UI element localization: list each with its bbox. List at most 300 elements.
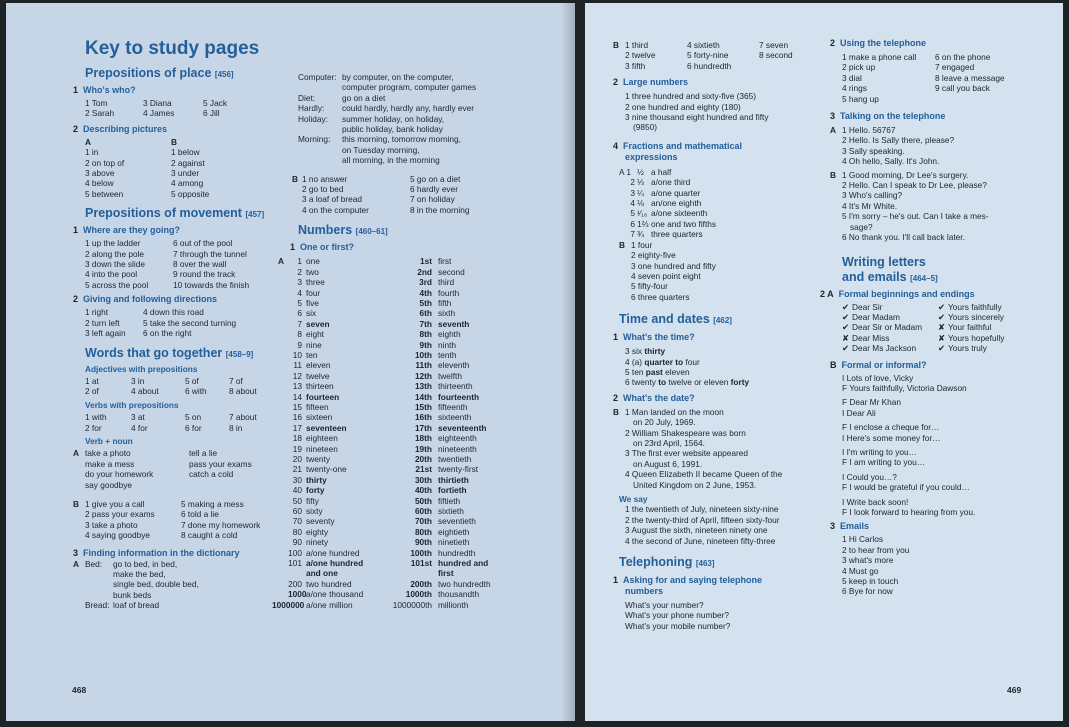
numbers-row <box>278 433 568 443</box>
list-item: 1 the twentieth of July, nineteen sixty-nine <box>625 504 779 515</box>
list-item: 4 Must go <box>842 565 879 576</box>
list-row: 1 no answer 5 go on a diet <box>302 173 461 184</box>
ordinal-digit: 20th <box>414 454 432 464</box>
list-row: 1 third 4 sixtieth 7 seven <box>625 40 789 50</box>
cardinal-digit: 100 <box>288 547 302 558</box>
list-item: on August 6, 1991. <box>633 458 703 469</box>
cardinal-digit: 2 <box>297 266 302 277</box>
ordinal-digit: 4th <box>419 287 432 298</box>
we-say-title: We say <box>619 494 648 504</box>
list-row: 2 of 4 about 6 with 8 about <box>85 386 257 397</box>
list-row: 1 at 3 in 5 of 7 of <box>85 375 243 386</box>
cardinal-digit: 17 <box>292 422 302 433</box>
list-item: 6 No thank you. I'll call back later. <box>842 232 965 243</box>
cardinal-word: seven <box>306 318 330 329</box>
list-row: ✔ Dear Sir ✔ Yours faithfully <box>842 301 1002 312</box>
ordinal-digit: 6th <box>419 308 432 319</box>
ordinal-word: fiftieth <box>438 495 461 506</box>
numbers-row <box>278 392 568 402</box>
cardinal-digit: 16 <box>292 412 302 423</box>
numbers-row <box>278 579 568 589</box>
list-item: 4 the second of June, nineteen fifty-three <box>625 535 776 546</box>
list-item: 2 eighty-five <box>631 250 676 261</box>
list-row: 4 ⅛ an/one eighth <box>630 198 702 209</box>
prepositions-place-heading: Prepositions of place [456] <box>85 66 234 80</box>
cardinal-digit: 101 <box>288 558 302 569</box>
cardinal-digit: 12 <box>292 370 302 381</box>
ordinal-digit: 2nd <box>417 266 432 277</box>
list-row: Hardly: could hardly, hardly any, hardly ever <box>298 103 475 114</box>
cardinal-word: nineteen <box>306 443 338 454</box>
writing-heading-2: and emails [464–5] <box>842 269 938 284</box>
numbers-row <box>278 329 568 339</box>
cardinal-digit: 19 <box>292 443 302 454</box>
numbers-row <box>278 464 568 474</box>
list-item: 3 Who's calling? <box>842 190 903 201</box>
time-dates-heading: Time and dates [462] <box>619 312 732 327</box>
numbers-row <box>278 277 568 287</box>
ordinal-digit: 7th <box>419 318 432 329</box>
cardinal-word: and one <box>306 568 338 579</box>
list-row: A 1 ½ a half <box>619 166 672 177</box>
numbers-row <box>278 548 568 558</box>
numbers-row <box>278 308 568 318</box>
list-row: on Tuesday morning, <box>342 144 420 155</box>
section-label: A <box>73 558 79 569</box>
list-item: United Kingdom on 2 June, 1953. <box>633 479 757 490</box>
whos-who-list <box>85 98 290 119</box>
ordinal-word: eleventh <box>438 360 470 371</box>
ordinal-digit: 17th <box>414 422 432 433</box>
ordinal-digit: 70th <box>414 516 432 527</box>
cardinal-digit: 40 <box>292 485 302 496</box>
section-label: B <box>73 498 79 509</box>
cardinal-word: one <box>306 256 320 267</box>
ordinal-word: eighth <box>438 329 461 340</box>
cardinal-word: seventy <box>306 516 335 527</box>
list-row: make a mess pass your exams <box>85 458 252 469</box>
cardinal-digit: 200 <box>288 578 302 589</box>
cardinal-word: nine <box>306 339 322 350</box>
numbers-row <box>278 516 568 526</box>
numbers-row <box>278 340 568 350</box>
ordinal-digit: 3rd <box>419 277 432 288</box>
cardinal-word: twenty <box>306 454 330 464</box>
cardinal-word: a/one hundred <box>306 547 360 558</box>
ordinal-digit <box>392 568 432 578</box>
list-row: 4 into the pool 9 round the track <box>85 269 236 280</box>
using-telephone-title: 2 Using the telephone <box>830 38 927 48</box>
dictionary-title: 3 Finding information in the dictionary <box>73 547 240 558</box>
list-item: 3 nine thousand eight hundred and fifty <box>625 112 769 123</box>
fractions-title-2: expressions <box>625 151 678 162</box>
one-or-first-title: 1 One or first? <box>290 242 355 253</box>
cardinal-word: four <box>306 287 321 298</box>
list-row: 7 ¾ three quarters <box>630 229 703 240</box>
ordinal-digit: 1000000th <box>392 599 432 610</box>
ordinal-digit: 15th <box>414 401 432 412</box>
cardinal-digit <box>288 568 302 578</box>
list-item: 1 Good morning, Dr Lee's surgery. <box>842 169 969 180</box>
list-row: 2 go to bed 6 hardly ever <box>302 184 458 195</box>
ordinal-digit: 90th <box>414 537 432 548</box>
numbers-row <box>278 412 568 422</box>
list-row: 3 take a photo 7 done my homework <box>85 519 261 530</box>
ordinal-word: sixth <box>438 308 456 319</box>
cardinal-digit: 50 <box>292 495 302 506</box>
numbers-row <box>278 506 568 516</box>
list-row: 3 fifth 6 hundredth <box>625 60 732 71</box>
ordinal-word: first <box>438 568 454 579</box>
list-row: 4 rings 9 call you back <box>842 83 990 94</box>
list-row: 4 below 4 among <box>85 178 204 189</box>
list-item: 2 Hello. Is Sally there, please? <box>842 135 955 146</box>
ordinal-word: millionth <box>438 599 469 610</box>
list-item: 5 keep in touch <box>842 576 899 587</box>
writing-heading: Writing letters <box>842 254 926 269</box>
list-item: 2 William Shakespeare was born <box>625 427 746 438</box>
ordinal-word: seventieth <box>438 516 476 527</box>
cardinal-digit: 14 <box>292 391 302 402</box>
b-top-list <box>613 40 819 71</box>
list-row: ✔ Dear Madam ✔ Yours sincerely <box>842 311 1004 322</box>
cardinal-digit: 4 <box>297 287 302 298</box>
numbers-row <box>278 558 568 568</box>
cardinal-word: eight <box>306 329 324 340</box>
cardinal-word: sixteen <box>306 412 333 423</box>
ordinal-digit: 1st <box>420 256 432 267</box>
section-label: B <box>613 40 619 50</box>
talking-b-list <box>830 170 1055 243</box>
ordinal-word: fourth <box>438 287 460 298</box>
numbers-row <box>278 568 568 578</box>
list-item: 2 the twenty-third of April, fifteen sixty-four <box>625 514 780 525</box>
cardinal-digit: 3 <box>297 277 302 288</box>
list-row: Bread: loaf of bread <box>85 600 160 611</box>
verbs-title: Verbs with prepositions <box>85 399 179 410</box>
whats-time-title: 1 What's the time? <box>613 332 695 343</box>
cardinal-word: eighteen <box>306 433 338 444</box>
formal-title: 2 A Formal beginnings and endings <box>820 288 975 299</box>
numbers-row <box>278 256 568 266</box>
list-row: computer program, computer games <box>342 82 477 93</box>
formal-informal-list <box>830 373 1055 518</box>
ordinal-word: eightieth <box>438 526 470 537</box>
list-row: 1 right 4 down this road <box>85 307 204 318</box>
section-label: B <box>830 169 836 180</box>
ordinal-digit: 11th <box>415 360 432 371</box>
fractions-b-list <box>619 240 819 302</box>
dictionary-definitions <box>298 72 568 166</box>
verb-noun-title: Verb + noun <box>85 435 133 446</box>
verb-noun-list <box>73 448 290 490</box>
ordinal-word: twelfth <box>438 370 462 381</box>
ordinal-digit: 101st <box>410 558 432 569</box>
cardinal-digit: 60 <box>292 506 302 517</box>
cardinal-digit: 80 <box>292 526 302 537</box>
numbers-row <box>278 371 568 381</box>
cardinal-word: thirteen <box>306 381 334 392</box>
cardinal-word: two <box>306 266 319 277</box>
we-say-list <box>619 504 819 546</box>
numbers-row <box>278 537 568 547</box>
cardinal-word: five <box>306 297 319 308</box>
list-item: What's your mobile number? <box>625 620 731 631</box>
list-row: Computer: by computer, on the computer, <box>298 72 454 82</box>
section-label: B <box>619 239 625 250</box>
list-row: ✔ Dear Sir or Madam ✘ Your faithful <box>842 322 992 333</box>
ordinal-digit: 19th <box>414 443 432 454</box>
cardinal-digit: 11 <box>293 360 302 371</box>
numbers-row <box>278 423 568 433</box>
list-item: 4 It's Mr White. <box>842 200 898 211</box>
formal-list <box>830 302 1055 354</box>
list-item: 2 Hello. Can I speak to Dr Lee, please? <box>842 180 987 191</box>
numbers-row <box>278 288 568 298</box>
ordinal-word: thirteenth <box>438 381 473 392</box>
list-item: 2 to hear from you <box>842 544 910 555</box>
ordinal-digit: 5th <box>419 297 432 308</box>
words-together-heading: Words that go together [458–9] <box>85 345 254 360</box>
list-row: make the bed, <box>113 569 166 579</box>
ordinal-digit: 100th <box>410 547 432 558</box>
section-label: A <box>278 256 284 267</box>
where-going-list <box>85 238 290 290</box>
ordinal-digit: 21st <box>415 464 432 475</box>
ordinal-digit: 40th <box>414 485 432 496</box>
list-row: 2 for 4 for 6 for 8 in <box>85 422 243 433</box>
list-row: 2 along the pole 7 through the tunnel <box>85 248 247 259</box>
list-group: I Lots of love, Vicky F Yours faithfully, Victoria Dawson <box>842 372 967 393</box>
cardinal-digit: 8 <box>297 329 302 340</box>
cardinal-word: eleven <box>306 360 331 371</box>
list-item: 3 what's more <box>842 555 894 566</box>
ordinal-digit: 9th <box>419 339 432 350</box>
numbers-row <box>278 360 568 370</box>
ordinal-digit: 30th <box>414 474 432 485</box>
whats-date-title: 2 What's the date? <box>613 392 695 403</box>
list-item: 6 twenty to twelve or eleven forty <box>625 377 750 388</box>
ordinal-word: twenty-first <box>438 464 479 475</box>
list-row: 1 in 1 below <box>85 147 200 158</box>
ordinal-digit: 60th <box>414 506 432 517</box>
list-row: all morning, in the morning <box>342 155 440 166</box>
cardinal-digit: 90 <box>292 537 302 548</box>
talking-title: 3 Talking on the telephone <box>830 111 946 122</box>
cardinal-word: six <box>306 308 317 319</box>
cardinal-digit: 20 <box>292 454 302 464</box>
numbers-row <box>278 350 568 360</box>
talking-a-list <box>830 125 1055 167</box>
cardinal-word: two hundred <box>306 578 352 589</box>
cardinal-digit: 13 <box>292 381 302 392</box>
list-item: 6 Bye for now <box>842 586 893 597</box>
cardinal-word: twelve <box>306 370 330 381</box>
cardinal-digit: 6 <box>297 308 302 319</box>
cardinal-digit: 18 <box>292 433 302 444</box>
adjectives-list <box>85 376 290 397</box>
numbers-row <box>278 319 568 329</box>
section-label: B <box>292 173 298 184</box>
right-column-2 <box>820 3 1055 597</box>
asking-list <box>619 600 819 631</box>
ordinal-word: fifteenth <box>438 401 468 412</box>
dictionary-bed <box>73 558 290 611</box>
cardinal-digit: 15 <box>292 401 302 412</box>
cardinal-word: sixty <box>306 506 323 517</box>
cardinal-word: fourteen <box>306 391 340 402</box>
cardinal-word: fifty <box>306 495 319 506</box>
left-page <box>6 3 575 721</box>
list-row: 3 dial 8 leave a message <box>842 72 1005 83</box>
ordinal-digit: 50th <box>414 495 432 506</box>
list-item: 4 Queen Elizabeth II became Queen of the <box>625 469 783 480</box>
list-item: 5 I'm sorry – he's out. Can I take a mes- <box>842 211 989 222</box>
numbers-row <box>278 298 568 308</box>
list-row: 4 on the computer 8 in the morning <box>302 204 470 215</box>
ordinal-word: sixtieth <box>438 506 464 517</box>
list-row: 1 Tom 3 Diana 5 Jack <box>85 98 227 108</box>
list-item: 1 Man landed on the moon <box>625 406 724 417</box>
list-row: 4 saying goodbye 8 caught a cold <box>85 530 238 541</box>
list-row: 1 make a phone call 6 on the phone <box>842 52 991 62</box>
list-item: 1 Hello. 56767 <box>842 125 896 136</box>
whats-time-list <box>619 346 819 388</box>
list-row: say goodbye <box>85 479 133 490</box>
verb-noun-b-list <box>73 498 290 541</box>
list-row: 5 ¹⁄₁₆ a/one sixteenth <box>630 208 708 219</box>
using-telephone-list <box>830 52 1055 104</box>
asking-title-2: numbers <box>625 586 664 597</box>
page-number: 468 <box>72 685 87 695</box>
ordinal-digit: 12th <box>414 370 432 381</box>
numbers-row <box>278 444 568 454</box>
numbers-row <box>278 496 568 506</box>
list-row: 1 give you a call 5 making a mess <box>85 498 244 509</box>
list-item: 3 one hundred and fifty <box>631 260 716 271</box>
prepositions-movement-heading: Prepositions of movement [457] <box>85 206 265 221</box>
list-row: 2 twelve 5 forty-nine 8 second <box>625 50 793 61</box>
ordinal-word: nineteenth <box>438 443 477 454</box>
list-item: 5 ten past eleven <box>625 366 690 377</box>
cardinal-word: twenty-one <box>306 464 347 475</box>
section-label: A <box>830 125 836 136</box>
list-item: 1 Hi Carlos <box>842 534 884 545</box>
right-column-1 <box>613 3 819 631</box>
numbers-row <box>278 589 568 599</box>
adjectives-title: Adjectives with prepositions <box>85 363 198 374</box>
list-row: single bed, double bed, <box>113 579 199 590</box>
whats-date-list <box>613 406 819 490</box>
section-label: B <box>613 406 619 417</box>
list-row: 2 pass your exams 6 told a lie <box>85 509 219 520</box>
fractions-title: 4 Fractions and mathematical <box>613 140 743 151</box>
list-row: take a photo tell a lie <box>85 448 218 459</box>
cardinal-digit: 21 <box>292 464 302 475</box>
list-item: (9850) <box>633 122 657 133</box>
list-item: What's your phone number? <box>625 610 729 621</box>
cardinal-word: ten <box>306 349 318 360</box>
list-item: 4 seven point eight <box>631 270 701 281</box>
list-item: 1 three hundred and sixty-five (365) <box>625 91 756 102</box>
numbers-row <box>278 454 568 464</box>
list-row: 1 with 3 at 5 on 7 about <box>85 412 257 423</box>
numbers-row <box>278 402 568 412</box>
ordinal-word: seventeenth <box>438 422 487 433</box>
list-row: 3 above 3 under <box>85 168 200 179</box>
ordinal-digit: 18th <box>414 433 432 444</box>
cardinal-digit: 1000 <box>288 589 307 600</box>
cardinal-digit: 1000000 <box>272 599 305 610</box>
list-item: 3 August the sixth, nineteen ninety one <box>625 525 768 536</box>
list-item: 3 The first ever website appeared <box>625 448 748 459</box>
list-row: 6 1⅔ one and two fifths <box>630 218 717 229</box>
list-item: 5 fifty-four <box>631 281 668 292</box>
cardinal-word: eighty <box>306 526 329 537</box>
list-item: 1 four <box>631 239 653 250</box>
emails-list <box>830 534 1055 596</box>
numbers-row <box>278 381 568 391</box>
page-number: 469 <box>1007 685 1022 695</box>
list-item: 4 Oh hello, Sally. It's John. <box>842 156 940 167</box>
list-row: 2 pick up 7 engaged <box>842 62 975 73</box>
ordinal-word: sixteenth <box>438 412 472 423</box>
describing-pictures-list <box>85 137 290 199</box>
list-row: 5 between 5 opposite <box>85 188 210 199</box>
list-group: F I enclose a cheque for… I Here's some money for… <box>842 422 941 443</box>
dictionary-b-list <box>292 173 568 216</box>
large-numbers-list <box>619 91 819 133</box>
where-going-title: 1 Where are they going? <box>73 225 181 236</box>
list-row: Bed: go to bed, in bed, <box>85 558 178 569</box>
cardinal-word: forty <box>306 485 325 496</box>
list-row: Holiday: summer holiday, on holiday, <box>298 113 445 124</box>
ordinal-word: first <box>438 256 452 267</box>
list-row: 3 a loaf of bread 7 on holiday <box>302 194 455 205</box>
ordinal-word: fourteenth <box>438 391 480 402</box>
list-item: What's your number? <box>625 600 704 611</box>
formal-informal-title: B Formal or informal? <box>830 359 927 370</box>
list-group: F Dear Mr Khan I Dear Ali <box>842 397 902 418</box>
ordinal-word: tenth <box>438 349 457 360</box>
large-numbers-title: 2 Large numbers <box>613 77 689 88</box>
whos-who-title: 1 Who's who? <box>73 85 136 95</box>
cardinal-digit: 10 <box>292 349 302 360</box>
list-item: on 20 July, 1969. <box>633 417 696 428</box>
list-row: 5 hang up <box>842 93 879 104</box>
ordinal-digit: 16th <box>414 412 432 423</box>
cardinal-word: a/one thousand <box>306 589 364 600</box>
list-item: 4 (a) quarter to four <box>625 356 700 367</box>
ordinal-word: eighteenth <box>438 433 477 444</box>
left-column-1 <box>73 3 290 611</box>
list-group: I Write back soon! F I look forward to hearing from you. <box>842 496 976 517</box>
list-row: 3 down the slide 8 over the wall <box>85 259 227 270</box>
ordinal-word: fifth <box>438 297 452 308</box>
describing-pictures-title: 2 Describing pictures <box>73 123 168 134</box>
list-row: do your homework catch a cold <box>85 469 234 480</box>
ordinal-word: third <box>438 277 455 288</box>
numbers-row <box>278 475 568 485</box>
ordinal-word: ninetieth <box>438 537 470 548</box>
numbers-row <box>278 527 568 537</box>
telephoning-heading: Telephoning [463] <box>619 555 715 570</box>
ordinal-word: twentieth <box>438 454 472 464</box>
list-row: 1 up the ladder 6 out of the pool <box>85 238 233 249</box>
list-row: 2 ⅓ a/one third <box>630 177 691 188</box>
list-group: I Could you…? F I would be grateful if you could… <box>842 471 970 493</box>
section-label: A <box>73 448 79 459</box>
